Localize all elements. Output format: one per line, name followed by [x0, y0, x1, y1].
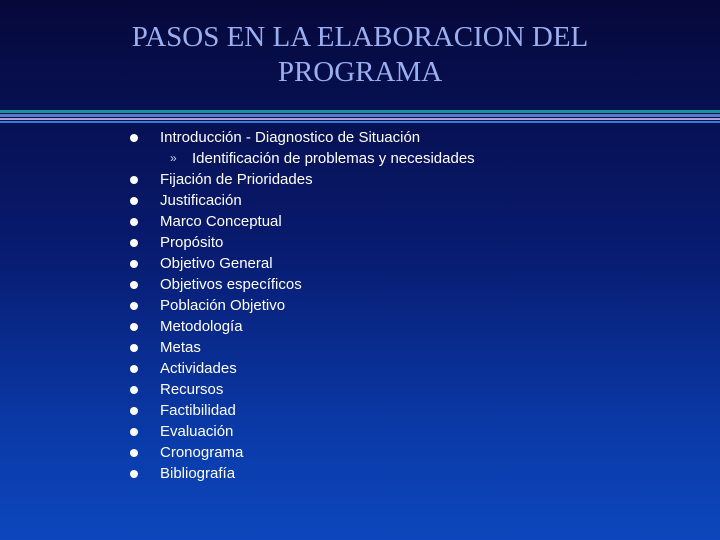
title-line-2: PROGRAMA — [277, 56, 443, 88]
bullet-icon — [130, 449, 138, 457]
list-item — [130, 211, 690, 232]
list-item — [130, 274, 690, 295]
list-item — [130, 253, 690, 274]
bullet-icon — [130, 176, 138, 184]
list-item-text: Metas — [160, 339, 201, 356]
sub-list-item — [130, 148, 690, 169]
list-item — [130, 295, 690, 316]
list-item — [130, 169, 690, 190]
list-item — [130, 379, 690, 400]
list-item-text: Objetivo General — [160, 255, 273, 272]
bullet-icon — [130, 218, 138, 226]
bullet-icon — [130, 302, 138, 310]
list-item-text: Justificación — [160, 192, 242, 209]
list-item-text: Factibilidad — [160, 402, 236, 419]
list-item — [130, 442, 690, 463]
list-item-text: Objetivos específicos — [160, 276, 302, 293]
title-divider — [0, 110, 720, 124]
list-item-text: Metodología — [160, 318, 243, 335]
bullet-icon — [130, 407, 138, 415]
bullet-icon — [130, 260, 138, 268]
list-item — [130, 127, 690, 148]
list-item-text: Marco Conceptual — [160, 213, 282, 230]
sub-list-item-text: Identificación de problemas y necesidades — [192, 150, 475, 167]
list-item — [130, 337, 690, 358]
steps-list — [130, 127, 690, 484]
bullet-icon — [130, 239, 138, 247]
list-item — [130, 400, 690, 421]
title-line-1: PASOS EN LA ELABORACION DEL — [131, 21, 589, 53]
slide-title — [0, 20, 720, 90]
list-item — [130, 316, 690, 337]
list-item — [130, 358, 690, 379]
bullet-icon — [130, 470, 138, 478]
list-item-text: Fijación de Prioridades — [160, 171, 313, 188]
double-chevron-icon: » — [170, 151, 177, 165]
list-item — [130, 232, 690, 253]
list-item-text: Evaluación — [160, 423, 234, 440]
bullet-icon — [130, 386, 138, 394]
list-item-text: Población Objetivo — [160, 297, 286, 314]
divider-band — [0, 118, 720, 120]
bullet-icon — [130, 365, 138, 373]
list-item — [130, 463, 690, 484]
list-item-text: Introducción - Diagnostico de Situación — [160, 129, 421, 146]
divider-band — [0, 114, 720, 117]
list-item-text: Cronograma — [160, 444, 244, 461]
divider-band — [0, 110, 720, 113]
bullet-icon — [130, 197, 138, 205]
bullet-icon — [130, 281, 138, 289]
bullet-icon — [130, 428, 138, 436]
list-item-text: Propósito — [160, 234, 224, 251]
divider-band — [0, 121, 720, 123]
list-item-text: Bibliografía — [160, 465, 236, 482]
bullet-icon — [130, 344, 138, 352]
list-item-text: Recursos — [160, 381, 224, 398]
list-item-text: Actividades — [160, 360, 237, 377]
bullet-icon — [130, 323, 138, 331]
bullet-icon — [130, 134, 138, 142]
list-item — [130, 421, 690, 442]
list-item — [130, 190, 690, 211]
